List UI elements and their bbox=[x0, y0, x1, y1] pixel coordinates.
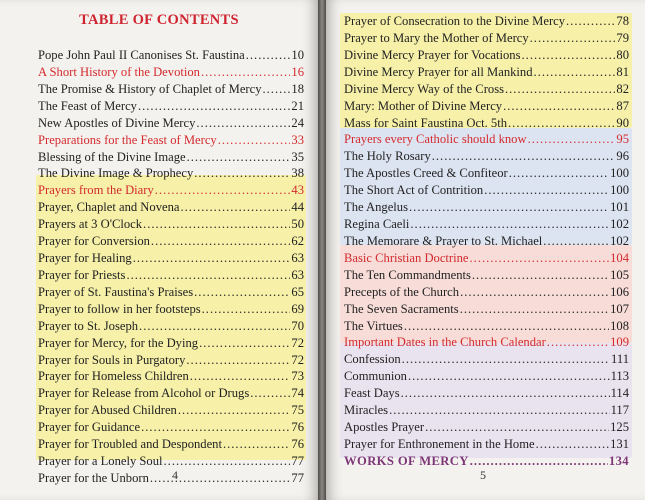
toc-entry bbox=[344, 115, 629, 132]
toc-entry-page: 107 bbox=[610, 301, 629, 316]
toc-entry bbox=[38, 64, 304, 81]
toc-entry-page: 82 bbox=[616, 81, 629, 96]
dot-leader bbox=[425, 419, 609, 436]
toc-entry bbox=[344, 81, 629, 98]
toc-entry-page: 102 bbox=[610, 217, 629, 232]
dot-leader bbox=[150, 470, 291, 487]
toc-entry-page: 21 bbox=[291, 98, 304, 113]
toc-entry bbox=[38, 368, 304, 385]
toc-entry-page: 106 bbox=[610, 284, 629, 299]
toc-entry-title: Precepts of the Church bbox=[344, 284, 460, 299]
dot-leader bbox=[194, 165, 290, 182]
dot-leader bbox=[534, 64, 616, 81]
toc-entry-title: Preparations for the Feast of Mercy bbox=[38, 132, 217, 147]
dot-leader bbox=[194, 284, 290, 301]
toc-entry bbox=[38, 216, 304, 233]
toc-entry-page: 131 bbox=[610, 437, 629, 451]
toc-entry-title: Prayer for Homeless Children bbox=[38, 369, 189, 384]
toc-entry-page: 44 bbox=[291, 200, 304, 215]
dot-leader bbox=[126, 267, 290, 284]
toc-entry-title: Prayer for Souls in Purgatory bbox=[38, 352, 186, 367]
toc-entry-title: The Angelus bbox=[344, 200, 409, 215]
toc-entry bbox=[344, 419, 629, 436]
toc-entry-page: 111 bbox=[611, 352, 629, 367]
dot-leader bbox=[509, 165, 609, 182]
toc-entry bbox=[38, 470, 304, 487]
toc-entry-page: 77 bbox=[291, 454, 304, 469]
page-number-left: 4 bbox=[172, 468, 178, 482]
dot-leader bbox=[186, 352, 290, 369]
toc-entry bbox=[344, 351, 629, 368]
toc-entry-page: 77 bbox=[291, 471, 304, 485]
toc-entry-page: 134 bbox=[608, 453, 629, 468]
toc-entry bbox=[344, 30, 629, 47]
dot-leader bbox=[530, 30, 616, 47]
toc-entry bbox=[38, 115, 304, 132]
page-number-right: 5 bbox=[480, 468, 486, 482]
toc-entry-page: 76 bbox=[291, 437, 304, 452]
toc-entry-page: 72 bbox=[291, 352, 304, 367]
toc-entry-page: 109 bbox=[610, 335, 629, 350]
toc-entry-page: 65 bbox=[291, 284, 304, 299]
toc-entry-title: The Apostles Creed & Confiteor bbox=[344, 166, 508, 181]
toc-entry-page: 113 bbox=[610, 369, 629, 384]
dot-leader bbox=[528, 131, 616, 148]
toc-entry-page: 35 bbox=[291, 149, 304, 164]
toc-entry bbox=[38, 250, 304, 267]
toc-entry-page: 87 bbox=[616, 98, 629, 113]
toc-entry bbox=[344, 131, 629, 148]
toc-entry-title: Important Dates in the Church Calendar bbox=[344, 335, 546, 350]
toc-entry-title: New Apostles of Divine Mercy bbox=[38, 115, 196, 130]
toc-entry-title: Divine Mercy Prayer for all Mankind bbox=[344, 64, 533, 79]
toc-entry-page: 72 bbox=[291, 335, 304, 350]
toc-entry bbox=[38, 233, 304, 250]
toc-entry-title: Prayer of Consecration to the Divine Mercy bbox=[344, 14, 566, 28]
dot-leader bbox=[180, 199, 290, 216]
toc-entry bbox=[344, 385, 629, 402]
dot-leader bbox=[432, 148, 616, 165]
toc-entry bbox=[38, 301, 304, 318]
dot-leader bbox=[389, 402, 610, 419]
toc-entry-page: 78 bbox=[616, 14, 629, 28]
toc-entry bbox=[344, 216, 629, 233]
dot-leader bbox=[508, 115, 615, 132]
toc-entry-title: A Short History of the Devotion bbox=[38, 64, 200, 79]
toc-entry-title: Prayers from the Diary bbox=[38, 183, 154, 198]
toc-entry-title: Basic Christian Doctrine bbox=[344, 250, 469, 265]
toc-entry-title: Prayer for Troubled and Despondent bbox=[38, 437, 222, 452]
toc-entry-page: 33 bbox=[291, 132, 304, 147]
toc-entry bbox=[344, 13, 629, 30]
toc-entry-page: 63 bbox=[291, 251, 304, 266]
toc-entry-title: Apostles Prayer bbox=[344, 420, 425, 435]
toc-entry bbox=[38, 419, 304, 436]
dot-leader bbox=[522, 47, 616, 64]
dot-leader bbox=[187, 149, 291, 166]
toc-entry-page: 69 bbox=[291, 301, 304, 316]
dot-leader bbox=[199, 335, 290, 352]
dot-leader bbox=[401, 385, 610, 402]
toc-entry bbox=[344, 436, 629, 453]
dot-leader bbox=[402, 351, 610, 368]
dot-leader bbox=[404, 318, 609, 335]
left-page bbox=[0, 0, 318, 500]
toc-entry-page: 81 bbox=[616, 64, 629, 79]
dot-leader bbox=[503, 98, 615, 115]
toc-entry-title: Prayer for Enthronement in the Home bbox=[344, 437, 535, 451]
toc-entry-title: The Seven Sacraments bbox=[344, 301, 459, 316]
toc-entry-title: The Ten Commandments bbox=[344, 267, 471, 282]
toc-entry-title: Prayer to St. Joseph bbox=[38, 318, 139, 333]
dot-leader bbox=[246, 47, 291, 64]
toc-entry-page: 104 bbox=[610, 250, 629, 265]
toc-entry-page: 95 bbox=[616, 132, 629, 147]
toc-entry bbox=[344, 267, 629, 284]
toc-entry bbox=[344, 368, 629, 385]
toc-entry-page: 100 bbox=[610, 166, 629, 181]
dot-leader bbox=[410, 216, 609, 233]
toc-entry bbox=[344, 402, 629, 419]
toc-entry bbox=[344, 284, 629, 301]
dot-leader bbox=[547, 334, 609, 351]
toc-entry-title: Prayer of St. Faustina's Praises bbox=[38, 284, 194, 299]
toc-entry-page: 43 bbox=[291, 183, 304, 198]
toc-entry bbox=[344, 318, 629, 335]
dot-leader bbox=[460, 301, 609, 318]
dot-leader bbox=[196, 115, 290, 132]
dot-leader bbox=[164, 453, 291, 470]
dot-leader bbox=[143, 216, 290, 233]
toc-entry bbox=[344, 148, 629, 165]
toc-entry-page: 62 bbox=[291, 234, 304, 249]
toc-entry-title: The Short Act of Contrition bbox=[344, 183, 484, 198]
book-gutter bbox=[318, 0, 326, 500]
toc-entry-page: 102 bbox=[610, 233, 629, 248]
toc-entry-page: 105 bbox=[610, 267, 629, 282]
toc-entry-page: 75 bbox=[291, 403, 304, 418]
toc-entry-title: The Holy Rosary bbox=[344, 149, 431, 164]
dot-leader bbox=[543, 233, 609, 250]
toc-entry bbox=[38, 436, 304, 453]
toc-entry-page: 63 bbox=[291, 267, 304, 282]
toc-entry-title: Feast Days bbox=[344, 386, 400, 401]
toc-entry-title: Regina Caeli bbox=[344, 217, 410, 232]
dot-leader bbox=[138, 98, 290, 115]
toc-entry-title: Prayers at 3 O'Clock bbox=[38, 217, 143, 232]
toc-entry-page: 74 bbox=[291, 386, 304, 401]
toc-entry bbox=[344, 98, 629, 115]
toc-entry-title: Prayer to follow in her footsteps bbox=[38, 301, 201, 316]
dot-leader bbox=[141, 419, 290, 436]
toc-entry-title: Prayer for Abused Children bbox=[38, 403, 177, 418]
toc-entry-title: Prayer for Priests bbox=[38, 267, 126, 282]
toc-entry bbox=[38, 98, 304, 115]
toc-entry bbox=[38, 318, 304, 335]
toc-entry-title: Prayer for the Unborn bbox=[38, 471, 149, 485]
dot-leader bbox=[201, 64, 290, 81]
dot-leader bbox=[263, 81, 291, 98]
toc-entry-page: 50 bbox=[291, 217, 304, 232]
toc-entry bbox=[38, 453, 304, 470]
toc-entry bbox=[38, 132, 304, 149]
toc-entry-title: Prayer for Conversion bbox=[38, 234, 150, 249]
toc-entry-title: Pope John Paul II Canonises St. Faustina bbox=[38, 48, 245, 62]
dot-leader bbox=[408, 368, 610, 385]
toc-entry bbox=[38, 199, 304, 216]
dot-leader bbox=[460, 284, 609, 301]
dot-leader bbox=[151, 233, 290, 250]
toc-entry bbox=[38, 182, 304, 199]
toc-entry-title: Prayer for Healing bbox=[38, 251, 132, 266]
toc-entry bbox=[344, 250, 629, 267]
toc-entry bbox=[38, 165, 304, 182]
toc-entry-page: 10 bbox=[291, 48, 304, 62]
toc-entry-title: Prayer, Chaplet and Novena bbox=[38, 200, 180, 215]
dot-leader bbox=[155, 182, 291, 199]
toc-entry-title: The Memorare & Prayer to St. Michael bbox=[344, 233, 543, 248]
toc-entry-title: Prayer for Release from Alcohol or Drugs bbox=[38, 386, 250, 401]
toc-entry-title: Prayer to Mary the Mother of Mercy bbox=[344, 30, 529, 45]
toc-entry-title: Divine Mercy Way of the Cross bbox=[344, 81, 504, 96]
toc-entry-title: The Feast of Mercy bbox=[38, 98, 137, 113]
toc-entry-page: 96 bbox=[616, 149, 629, 164]
dot-leader bbox=[536, 436, 610, 453]
dot-leader bbox=[133, 250, 291, 267]
dot-leader bbox=[250, 385, 290, 402]
toc-entry-title: Mary: Mother of Divine Mercy bbox=[344, 98, 503, 113]
toc-entry bbox=[38, 267, 304, 284]
toc-entry-page: 73 bbox=[291, 369, 304, 384]
toc-entry bbox=[344, 334, 629, 351]
toc-entry-title: Blessing of the Divine Image bbox=[38, 149, 186, 164]
toc-entry-page: 38 bbox=[291, 166, 304, 181]
toc-entry bbox=[344, 165, 629, 182]
toc-entry bbox=[38, 352, 304, 369]
toc-entry-page: 76 bbox=[291, 420, 304, 435]
toc-entry-title: Prayers every Catholic should know bbox=[344, 132, 527, 147]
toc-entry-page: 70 bbox=[291, 318, 304, 333]
toc-entry-page: 108 bbox=[610, 318, 629, 333]
dot-leader bbox=[178, 402, 291, 419]
toc-entry-title: Mass for Saint Faustina Oct. 5th bbox=[344, 115, 508, 130]
dot-leader bbox=[190, 368, 291, 385]
toc-title: TABLE OF CONTENTS bbox=[79, 12, 239, 28]
toc-entry bbox=[38, 81, 304, 98]
toc-entry bbox=[38, 402, 304, 419]
toc-entry-page: 125 bbox=[610, 420, 629, 435]
toc-entry bbox=[344, 233, 629, 250]
toc-entry-page: 100 bbox=[610, 183, 629, 198]
toc-entry bbox=[38, 335, 304, 352]
toc-entry-page: 90 bbox=[616, 115, 629, 130]
toc-entry-page: 18 bbox=[291, 81, 304, 96]
toc-entry bbox=[38, 149, 304, 166]
toc-entry-title: Divine Mercy Prayer for Vocations bbox=[344, 47, 521, 62]
toc-entry-title: Communion bbox=[344, 369, 407, 384]
dot-leader bbox=[470, 250, 610, 267]
toc-entry-title: The Divine Image & Prophecy bbox=[38, 166, 194, 181]
dot-leader bbox=[202, 301, 291, 318]
toc-entry-title: WORKS OF MERCY bbox=[344, 453, 469, 468]
toc-entry-page: 80 bbox=[616, 47, 629, 62]
toc-entry bbox=[38, 385, 304, 402]
toc-entry bbox=[344, 301, 629, 318]
dot-leader bbox=[218, 132, 291, 149]
toc-entry-title: The Virtues bbox=[344, 318, 403, 333]
toc-entry bbox=[344, 453, 629, 470]
toc-entry-title: The Promise & History of Chaplet of Mercy bbox=[38, 81, 262, 96]
toc-entry-title: Confession bbox=[344, 352, 401, 367]
toc-entry-page: 24 bbox=[291, 115, 304, 130]
toc-entry-page: 114 bbox=[610, 386, 629, 401]
toc-entry-page: 79 bbox=[616, 30, 629, 45]
toc-entry bbox=[344, 182, 629, 199]
toc-entry bbox=[38, 47, 304, 64]
dot-leader bbox=[472, 267, 609, 284]
toc-entry-title: Prayer for a Lonely Soul bbox=[38, 454, 163, 469]
dot-leader bbox=[223, 436, 290, 453]
right-page bbox=[326, 0, 645, 500]
dot-leader bbox=[484, 182, 609, 199]
toc-entry-page: 101 bbox=[610, 200, 629, 215]
toc-entry bbox=[344, 64, 629, 81]
toc-entry-title: Prayer for Guidance bbox=[38, 420, 141, 435]
dot-leader bbox=[139, 318, 290, 335]
toc-entry-page: 117 bbox=[610, 403, 629, 418]
toc-entry-page: 16 bbox=[291, 64, 304, 79]
toc-entry-title: Prayer for Mercy, for the Dying bbox=[38, 335, 199, 350]
dot-leader bbox=[505, 81, 615, 98]
toc-entry bbox=[38, 284, 304, 301]
toc-entry bbox=[344, 199, 629, 216]
toc-entry-title: Miracles bbox=[344, 403, 389, 418]
dot-leader bbox=[470, 453, 608, 470]
dot-leader bbox=[409, 199, 609, 216]
toc-entry bbox=[344, 47, 629, 64]
dot-leader bbox=[566, 13, 615, 30]
